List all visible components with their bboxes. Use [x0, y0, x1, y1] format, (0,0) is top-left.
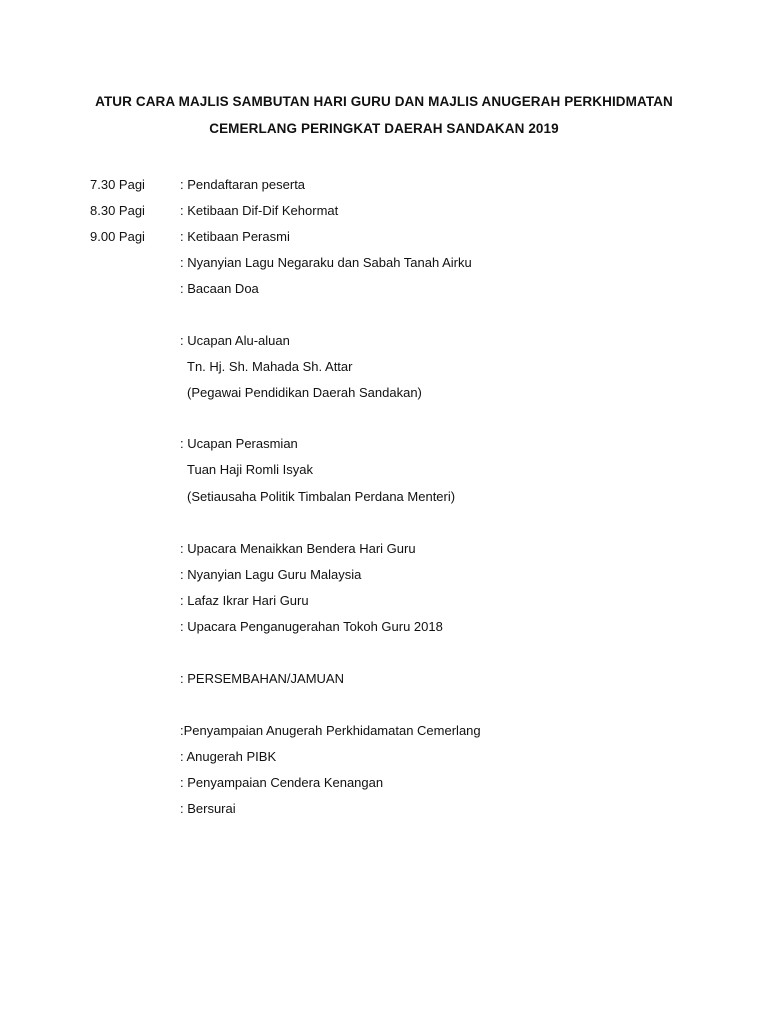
- schedule-item: :Penyampaian Anugerah Perkhidamatan Cemerlang: [180, 723, 481, 738]
- schedule-speaker-name: Tn. Hj. Sh. Mahada Sh. Attar: [187, 359, 353, 374]
- schedule-time: 8.30 Pagi: [90, 203, 145, 218]
- schedule-speaker-title: (Setiausaha Politik Timbalan Perdana Menteri): [187, 489, 456, 504]
- schedule-item: : Bersurai: [180, 801, 236, 816]
- schedule-item: : Upacara Menaikkan Bendera Hari Guru: [180, 541, 416, 556]
- schedule-item: : Ucapan Alu-aluan: [180, 333, 290, 348]
- schedule-item: : Anugerah PIBK: [180, 749, 277, 764]
- schedule-item: : Nyanyian Lagu Negaraku dan Sabah Tanah Airku: [180, 255, 472, 270]
- schedule-item: : Nyanyian Lagu Guru Malaysia: [180, 567, 362, 582]
- schedule-item: : Penyampaian Cendera Kenangan: [180, 775, 384, 790]
- schedule-item: : Bacaan Doa: [180, 281, 259, 296]
- schedule-item: : PERSEMBAHAN/JAMUAN: [180, 671, 344, 686]
- schedule-item: : Ketibaan Dif-Dif Kehormat: [180, 203, 339, 218]
- document-title-line-1: ATUR CARA MAJLIS SAMBUTAN HARI GURU DAN MAJLIS ANUGERAH PERKHIDMATAN: [95, 94, 673, 109]
- document-title-line-2: CEMERLANG PERINGKAT DAERAH SANDAKAN 2019: [209, 121, 559, 136]
- schedule-item: : Pendaftaran peserta: [180, 177, 306, 192]
- schedule-speaker-name: Tuan Haji Romli Isyak: [187, 462, 313, 477]
- schedule-time: 7.30 Pagi: [90, 177, 145, 192]
- schedule-time: 9.00 Pagi: [90, 229, 145, 244]
- schedule-item: : Lafaz Ikrar Hari Guru: [180, 593, 309, 608]
- schedule-item: : Ketibaan Perasmi: [180, 229, 290, 244]
- schedule-item: : Upacara Penganugerahan Tokoh Guru 2018: [180, 619, 443, 634]
- schedule-item: : Ucapan Perasmian: [180, 436, 298, 451]
- schedule-speaker-title: (Pegawai Pendidikan Daerah Sandakan): [187, 385, 422, 400]
